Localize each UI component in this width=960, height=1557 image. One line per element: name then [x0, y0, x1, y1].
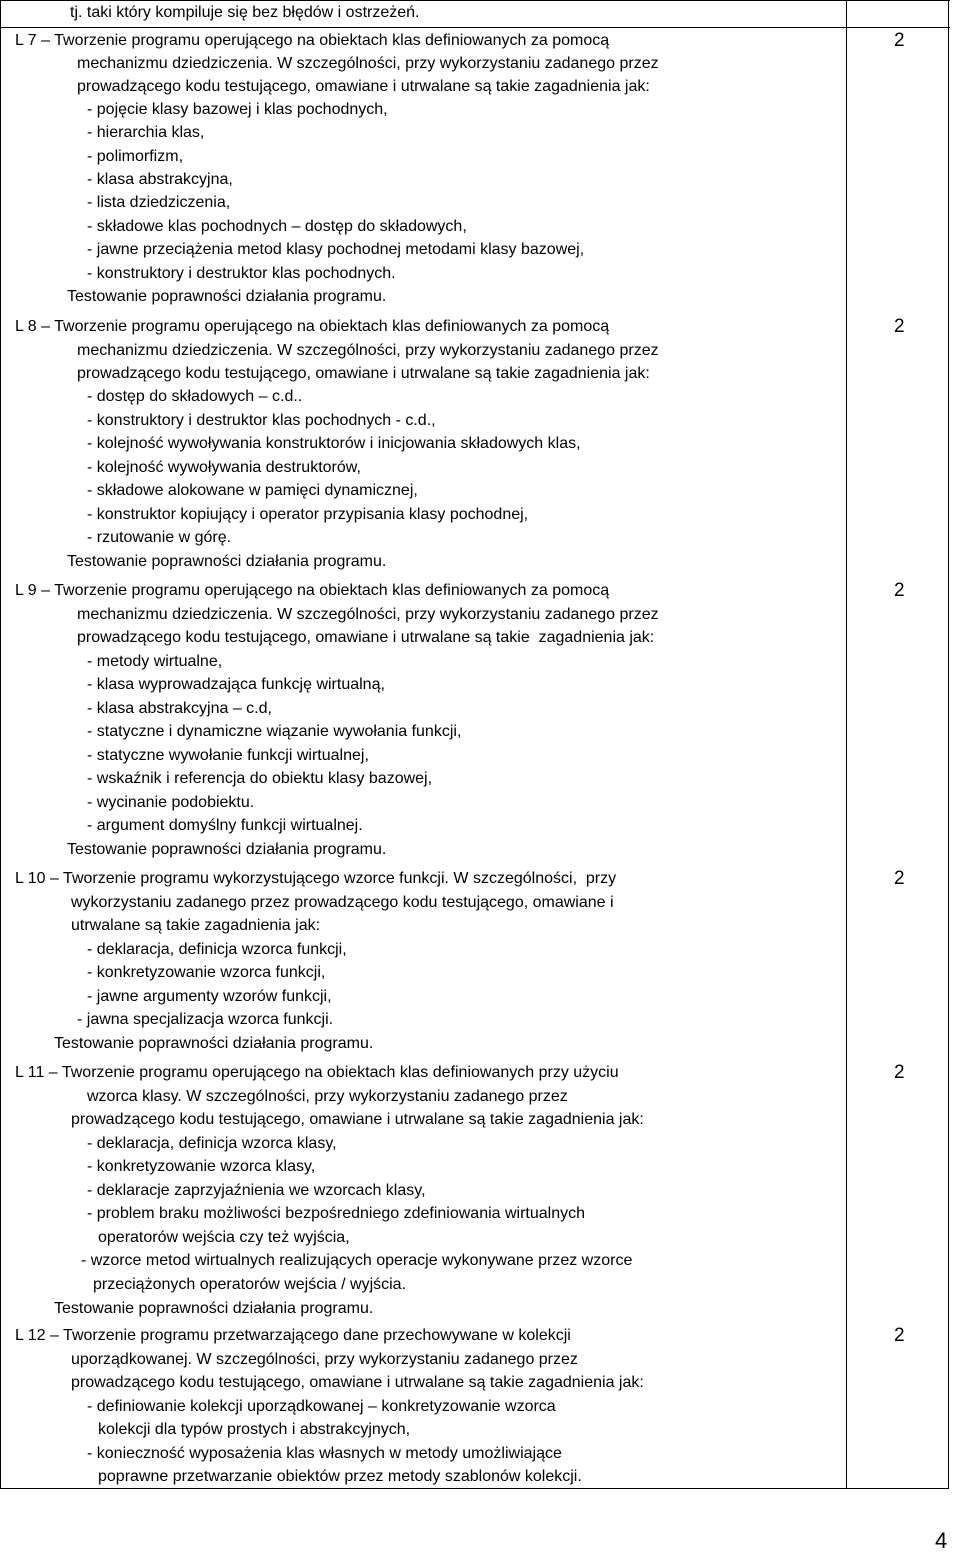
lab-text-line: - hierarchia klas,	[87, 124, 205, 141]
lab-text-line: - konstruktory i destruktor klas pochodnych - c.d.,	[87, 412, 436, 429]
lab-text-line: - konkretyzowanie wzorca klasy,	[87, 1158, 316, 1175]
column-divider	[846, 0, 847, 1489]
page-number: 4	[935, 1528, 948, 1553]
lab-text-line: Testowanie poprawności działania programu.	[54, 1300, 374, 1317]
lab-text-line: mechanizmu dziedziczenia. W szczególności, przy wykorzystaniu zadanego przez	[77, 55, 659, 72]
lab-hours: 2	[894, 868, 905, 889]
lab-text-line: - deklaracja, definicja wzorca klasy,	[87, 1135, 337, 1152]
lab-text-line: operatorów wejścia czy też wyjścia,	[98, 1229, 350, 1246]
lab-hours: 2	[894, 316, 905, 337]
lab-text-line: - rzutowanie w górę.	[87, 529, 232, 546]
lab-text-line: prowadzącego kodu testującego, omawiane i utrwalane są takie zagadnienia jak:	[71, 1111, 644, 1128]
lab-text-line: utrwalane są takie zagadnienia jak:	[71, 917, 321, 934]
lab-text-line: L 12 – Tworzenie programu przetwarzającego dane przechowywane w kolekcji	[15, 1327, 571, 1344]
lab-text-line: - dostęp do składowych – c.d..	[87, 388, 303, 405]
lab-text-line: - klasa abstrakcyjna,	[87, 171, 233, 188]
lab-text-line: - jawne argumenty wzorów funkcji,	[87, 988, 332, 1005]
row-border	[1, 0, 950, 1]
lab-text-line: mechanizmu dziedziczenia. W szczególności, przy wykorzystaniu zadanego przez	[77, 606, 659, 623]
lab-text-line: L 8 – Tworzenie programu operującego na obiektach klas definiowanych za pomocą	[15, 318, 610, 335]
lab-text-line: - konkretyzowanie wzorca funkcji,	[87, 964, 326, 981]
lab-text-line: - statyczne i dynamiczne wiązanie wywołania funkcji,	[87, 723, 462, 740]
lab-text-line: - deklaracje zaprzyjaźnienia we wzorcach klasy,	[87, 1182, 426, 1199]
lab-text-line: prowadzącego kodu testującego, omawiane i utrwalane są takie zagadnienia jak:	[77, 629, 655, 646]
lab-text-line: - statyczne wywołanie funkcji wirtualnej,	[87, 747, 369, 764]
lab-text-line: - lista dziedziczenia,	[87, 194, 231, 211]
lab-text-line: L 7 – Tworzenie programu operującego na obiektach klas definiowanych za pomocą	[15, 32, 610, 49]
lab-text-line: prowadzącego kodu testującego, omawiane i utrwalane są takie zagadnienia jak:	[77, 78, 650, 95]
lab-text-line: - kolejność wywoływania destruktorów,	[87, 459, 361, 476]
lab-text-line: - konstruktory i destruktor klas pochodnych.	[87, 265, 396, 282]
lab-text-line: - jawna specjalizacja wzorca funkcji.	[77, 1011, 334, 1028]
lab-text-line: L 9 – Tworzenie programu operującego na obiektach klas definiowanych za pomocą	[15, 582, 610, 599]
lab-text-line: Testowanie poprawności działania programu.	[54, 1035, 374, 1052]
lab-text-line: Testowanie poprawności działania programu.	[67, 553, 387, 570]
lab-text-line: Testowanie poprawności działania programu.	[67, 288, 387, 305]
lab-text-line: przeciążonych operatorów wejścia / wyjścia.	[93, 1276, 407, 1293]
lab-text-line: - deklaracja, definicja wzorca funkcji,	[87, 941, 347, 958]
lab-text-line: - jawne przeciążenia metod klasy pochodnej metodami klasy bazowej,	[87, 241, 585, 258]
lab-hours: 2	[894, 30, 905, 51]
lab-text-line: mechanizmu dziedziczenia. W szczególności, przy wykorzystaniu zadanego przez	[77, 342, 659, 359]
lab-text-line: - składowe klas pochodnych – dostęp do składowych,	[87, 218, 467, 235]
lab-text-line: prowadzącego kodu testującego, omawiane i utrwalane są takie zagadnienia jak:	[77, 365, 650, 382]
lab-text-line: - klasa wyprowadzająca funkcję wirtualną,	[87, 676, 385, 693]
lab-text-line: - wzorce metod wirtualnych realizujących operacje wykonywane przez wzorce	[81, 1252, 633, 1269]
lab-text-line: - konieczność wyposażenia klas własnych w metody umożliwiające	[87, 1445, 562, 1462]
lab-text-line: - wycinanie podobiektu.	[87, 794, 255, 811]
lab-text-line: wykorzystaniu zadanego przez prowadzącego kodu testującego, omawiane i	[71, 894, 614, 911]
lab-hours: 2	[894, 580, 905, 601]
row-border	[1, 27, 950, 28]
lab-text-line: L 11 – Tworzenie programu operującego na obiektach klas definiowanych przy użyciu	[15, 1064, 619, 1081]
lab-text-line: kolekcji dla typów prostych i abstrakcyjnych,	[98, 1421, 411, 1438]
lab-text-line: - definiowanie kolekcji uporządkowanej – konkretyzowanie wzorca	[87, 1398, 556, 1415]
lab-text-line: uporządkowanej. W szczególności, przy wykorzystaniu zadanego przez	[71, 1351, 578, 1368]
lab-text-line: - klasa abstrakcyjna – c.d,	[87, 700, 272, 717]
lab-text-line: Testowanie poprawności działania programu.	[67, 841, 387, 858]
lab-text-line: - problem braku możliwości bezpośredniego zdefiniowania wirtualnych	[87, 1205, 586, 1222]
lab-text-line: - kolejność wywoływania konstruktorów i inicjowania składowych klas,	[87, 435, 581, 452]
lab-text-line: prowadzącego kodu testującego, omawiane i utrwalane są takie zagadnienia jak:	[71, 1374, 644, 1391]
lab-text-line: - pojęcie klasy bazowej i klas pochodnych,	[87, 101, 388, 118]
lab-text-line: - metody wirtualne,	[87, 653, 223, 670]
intro-text: tj. taki który kompiluje się bez błędów i ostrzeżeń.	[70, 4, 420, 21]
lab-hours: 2	[894, 1062, 905, 1083]
lab-hours: 2	[894, 1325, 905, 1346]
lab-text-line: - składowe alokowane w pamięci dynamicznej,	[87, 482, 418, 499]
lab-text-line: L 10 – Tworzenie programu wykorzystującego wzorce funkcji. W szczególności, przy	[15, 870, 617, 887]
lab-text-line: wzorca klasy. W szczególności, przy wykorzystaniu zadanego przez	[87, 1088, 568, 1105]
lab-text-line: - konstruktor kopiujący i operator przypisania klasy pochodnej,	[87, 506, 529, 523]
lab-text-line: - polimorfizm,	[87, 148, 184, 165]
lab-text-line: - wskaźnik i referencja do obiektu klasy bazowej,	[87, 770, 433, 787]
lab-text-line: - argument domyślny funkcji wirtualnej.	[87, 817, 363, 834]
lab-text-line: poprawne przetwarzanie obiektów przez metody szablonów kolekcji.	[98, 1468, 582, 1485]
